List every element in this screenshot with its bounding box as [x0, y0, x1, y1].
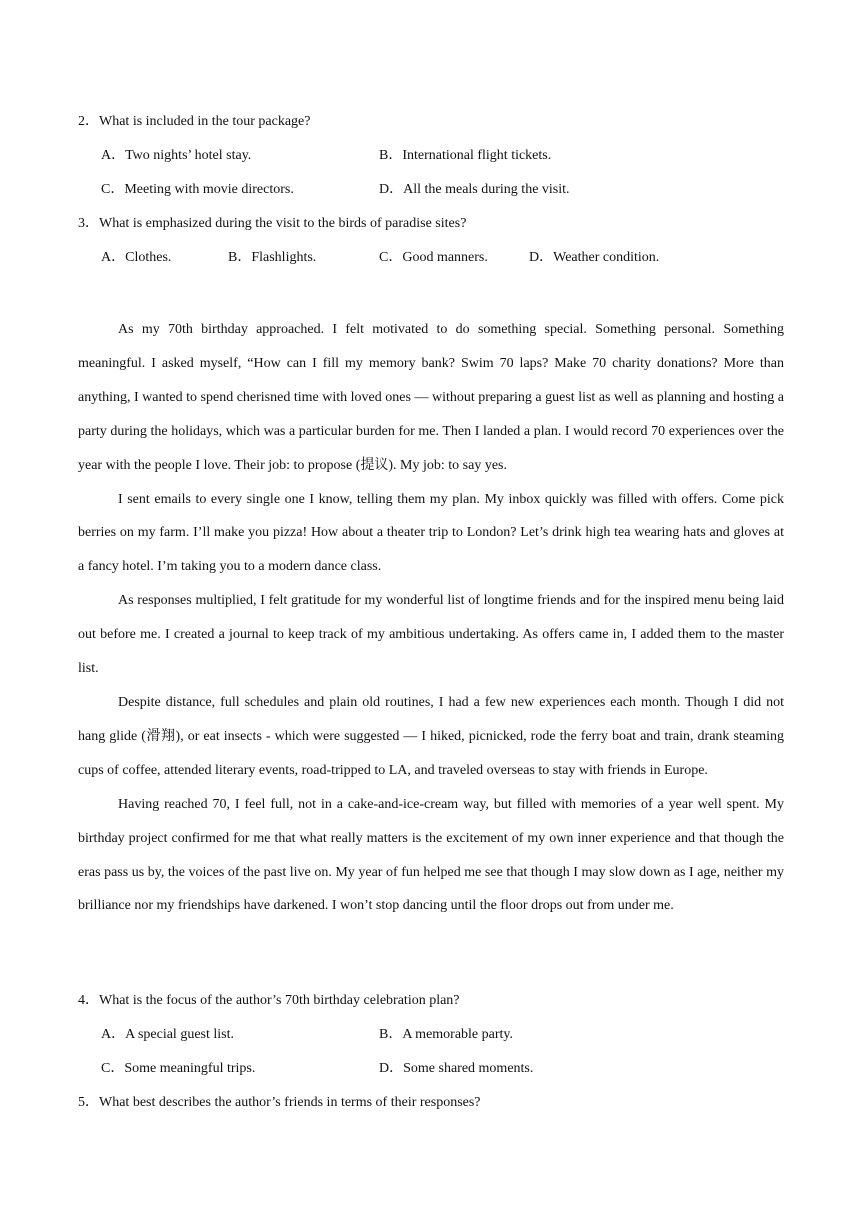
question-5-stem: 5．What best describes the author’s friends in terms of their responses? [78, 1095, 481, 1110]
question-4-option-d: D．Some shared moments. [379, 1061, 534, 1076]
reading-passage [78, 313, 784, 923]
passage-paragraph-4: Despite distance, full schedules and plain old routines, I had a few new experiences each month. Though I did not hang glide (滑翔), or eat insects - which were suggested — I hiked, picnicked, rode the ferry boat and train, drank steaming cups of coffee, attended literary events, road-tripped to LA, and traveled overseas to stay with friends in Europe. [78, 694, 784, 778]
passage-paragraph-2: I sent emails to every single one I know, telling them my plan. My inbox quickly was filled with offers. Come pick berries on my farm. I’ll make you pizza! How about a theater trip to London? Let’s drink high tea wearing hats and gloves at a fancy hotel. I’m taking you to a modern dance class. [78, 491, 784, 575]
question-2-option-d: D．All the meals during the visit. [379, 182, 570, 197]
question-3-option-d: D．Weather condition. [529, 250, 660, 265]
question-4-option-b: B．A memorable party. [379, 1027, 514, 1042]
question-4-option-c: C．Some meaningful trips. [101, 1061, 256, 1076]
question-2-stem: 2．What is included in the tour package? [78, 114, 311, 129]
question-4-stem: 4．What is the focus of the author’s 70th birthday celebration plan? [78, 993, 460, 1008]
question-2-option-c: C．Meeting with movie directors. [101, 182, 294, 197]
question-3-option-b: B．Flashlights. [228, 250, 317, 265]
passage-paragraph-3: As responses multiplied, I felt gratitude for my wonderful list of longtime friends and for the inspired menu being laid out before me. I created a journal to keep track of my ambitious undertaking. As offers came in, I added them to the master list. [78, 593, 784, 677]
question-3-option-c: C．Good manners. [379, 250, 488, 265]
passage-paragraph-1: As my 70th birthday approached. I felt motivated to do something special. Something personal. Something meaningful. I asked myself, “How can I fill my memory bank? Swim 70 laps? Make 70 charity donations? More than anything, I wanted to spend cherisned time with loved ones — without preparing a guest list as well as planning and hosting a party during the holidays, which was a particular burden for me. Then I landed a plan. I would record 70 experiences over the year with the people I love. Their job: to propose (提议). My job: to say yes. [78, 322, 784, 473]
question-2-option-a: A．Two nights’ hotel stay. [101, 148, 252, 163]
question-2-option-b: B．International flight tickets. [379, 148, 552, 163]
passage-paragraph-5: Having reached 70, I feel full, not in a cake-and-ice-cream way, but filled with memories of a year well spent. My birthday project confirmed for me that what really matters is the excitement of my own inner experience and that though the eras pass us by, the voices of the past live on. My year of fun helped me see that though I may slow down as I age, neither my brilliance nor my friendships have darkened. I won’t stop dancing until the floor drops out from under me. [78, 796, 784, 914]
question-3-stem: 3．What is emphasized during the visit to the birds of paradise sites? [78, 216, 467, 231]
question-3-option-a: A．Clothes. [101, 250, 172, 265]
question-4-option-a: A．A special guest list. [101, 1027, 234, 1042]
